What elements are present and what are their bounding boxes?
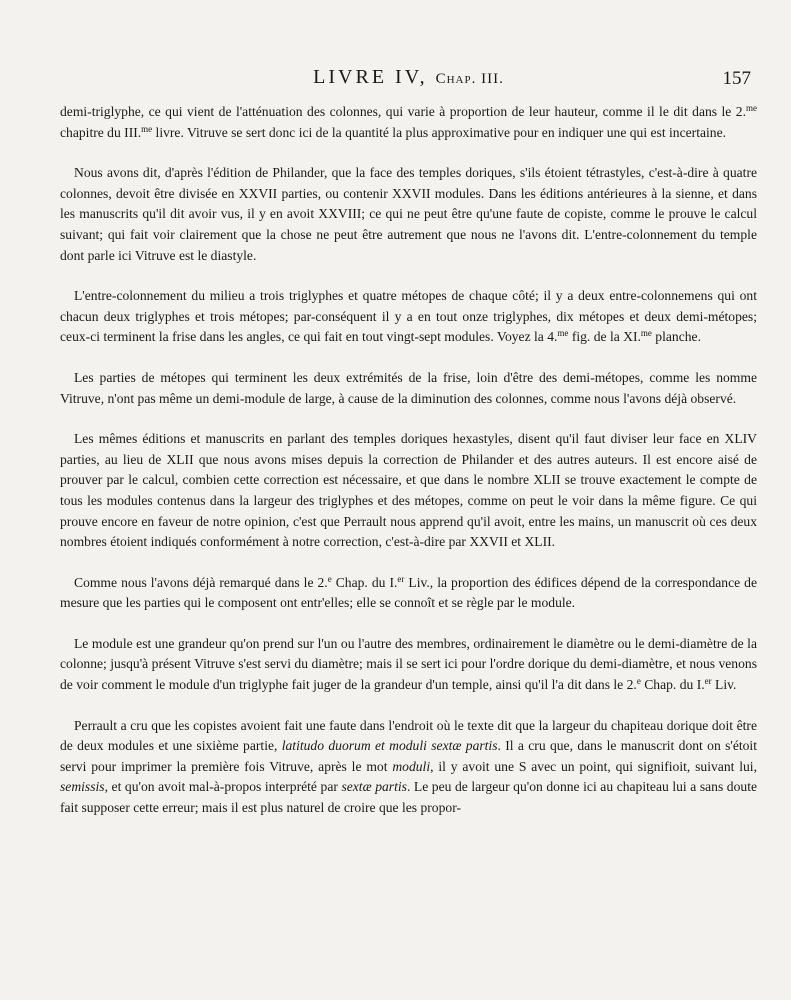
superscript: e <box>327 573 332 584</box>
running-title <box>313 66 504 89</box>
paragraph <box>60 286 757 348</box>
paragraph <box>60 573 757 614</box>
text-run: Liv., la proportion des édifices dépend de la correspondance de mesure que les parties qui le composent ont entr'elles; elle se connoît et se règle par le module. <box>60 574 757 611</box>
latin-term: latitudo duorum et moduli sextæ partis <box>281 738 498 754</box>
text-run: Le module est une grandeur qu'on prend sur l'un ou l'autre des membres, ordinairement le diamètre ou le demi-diamètre de la colonne; jusqu'à présent Vitruve s'est servi du diamètre; mais il se sert ici pour l'ordre dorique du demi-diamètre, et nous venons de voir comment le module d'un triglyphe fait juger de la grandeur d'un temple, ainsi qu'il l'a dit dans le 2. <box>60 635 757 693</box>
text-run: Liv. <box>711 677 737 693</box>
superscript: er <box>397 573 405 584</box>
book-title: LIVRE IV, <box>313 66 428 88</box>
text-run: Chap. du I. <box>331 574 398 590</box>
page-number: 157 <box>722 68 751 89</box>
paragraph <box>60 634 757 696</box>
chapter-label: Chap. III. <box>435 71 504 87</box>
body-text <box>60 102 757 819</box>
latin-term: semissis <box>60 779 105 795</box>
text-run: L'entre-colonnement du milieu a trois triglyphes et quatre métopes de chaque côté; il y a deux entre-colonnemens qui ont chacun deux triglyphes et trois métopes; par-conséquent il y a en tout onze triglyphes, dix métopes et deux demi-métopes; ceux-ci terminent la frise dans les angles, ce qui fait en tout vingt-sept modules. Voyez la 4. <box>60 288 757 345</box>
superscript: me <box>141 123 153 134</box>
text-run: fig. de la XI. <box>568 329 641 345</box>
text-run: Perrault a cru que les copistes avoient fait une faute dans l'endroit où le texte dit que la largeur du chapiteau dorique doit être de deux modules et une sixième partie, <box>60 717 757 754</box>
superscript: me <box>746 103 757 113</box>
text-run: Comme nous l'avons déjà remarqué dans le 2. <box>74 574 328 590</box>
running-head <box>60 60 757 100</box>
text-run: livre. Vitruve se sert donc ici de la quantité la plus approximative pour en indiquer une qui est incertaine. <box>152 124 727 140</box>
text-run: Nous avons dit, d'après l'édition de Philander, que la face des temples doriques, s'ils étoient tétrastyles, c'est-à-dire à quatre colonnes, devoit être divisée en XXVII parties, ou contenir XXVII modules. Dans les éditions antérieures à la sienne, et dans les manuscrits qu'il dit avoir vus, il y en avoit XXVIII; ce qui ne peut être qu'une faute de copiste, comme le prouve le calcul suivant; qui fait voir clairement que la chose ne peut être autrement que nous ne l'avons dit. L'entre-colonnement du temple dont parle ici Vitruve est le diastyle. <box>60 165 757 263</box>
paragraph <box>60 102 757 143</box>
text-run: demi-triglyphe, ce qui vient de l'atténuation des colonnes, qui varie à proportion de leur hauteur, comme il le dit dans le 2. <box>60 104 746 119</box>
text-run: . Le peu de largeur qu'on donne ici au chapiteau lui a sans doute fait supposer cette erreur; mais il est plus naturel de croire que les propor- <box>60 779 758 816</box>
superscript: er <box>704 676 712 687</box>
latin-term: sextæ partis <box>341 779 407 795</box>
paragraph <box>60 716 757 819</box>
latin-term: moduli <box>392 758 431 774</box>
paragraph <box>60 163 757 266</box>
text-run: Les parties de métopes qui terminent les deux extrémités de la frise, loin d'être des demi-métopes, comme les nomme Vitruve, n'ont pas même un demi-module de large, à cause de la diminution des colonnes, comme nous l'avons déjà observé. <box>60 369 757 406</box>
paragraph <box>60 368 757 409</box>
text-run: . Il a cru que, dans le manuscrit dont on s'étoit servi pour imprimer la première fois Vitruve, après le mot <box>60 738 757 774</box>
paragraph <box>60 429 757 553</box>
text-run: , il y avoit une S avec un point, qui signifioit, suivant lui, <box>430 758 757 774</box>
superscript: me <box>640 328 652 339</box>
text-run: Les mêmes éditions et manuscrits en parlant des temples doriques hexastyles, disent qu'il faut diviser leur face en XLIV parties, au lieu de XLII que nous avons mises depuis la correction de Philander et des autres auteurs. Il est encore aisé de prouver par le calcul, combien cette correction est nécessaire, et que dans le nombre XLII se trouve exactement le compte de tous les modules contenus dans la largeur des triglyphes et des métopes, comme on peut le voir dans la même figure. Ce qui prouve encore en faveur de notre opinion, c'est que Perrault nous apprend qu'il avoit, entre les mains, un manuscrit où ces deux nombres étoient indiqués conformément à notre correction, c'est-à-dire par XXVII et XLII. <box>60 431 757 550</box>
text-run: , et qu'on avoit mal-à-propos interprété par <box>104 779 342 795</box>
text-run: Chap. du I. <box>640 677 705 693</box>
superscript: e <box>636 676 641 687</box>
text-run: chapitre du III. <box>60 124 142 140</box>
superscript: me <box>557 328 569 339</box>
text-run: planche. <box>651 329 701 345</box>
